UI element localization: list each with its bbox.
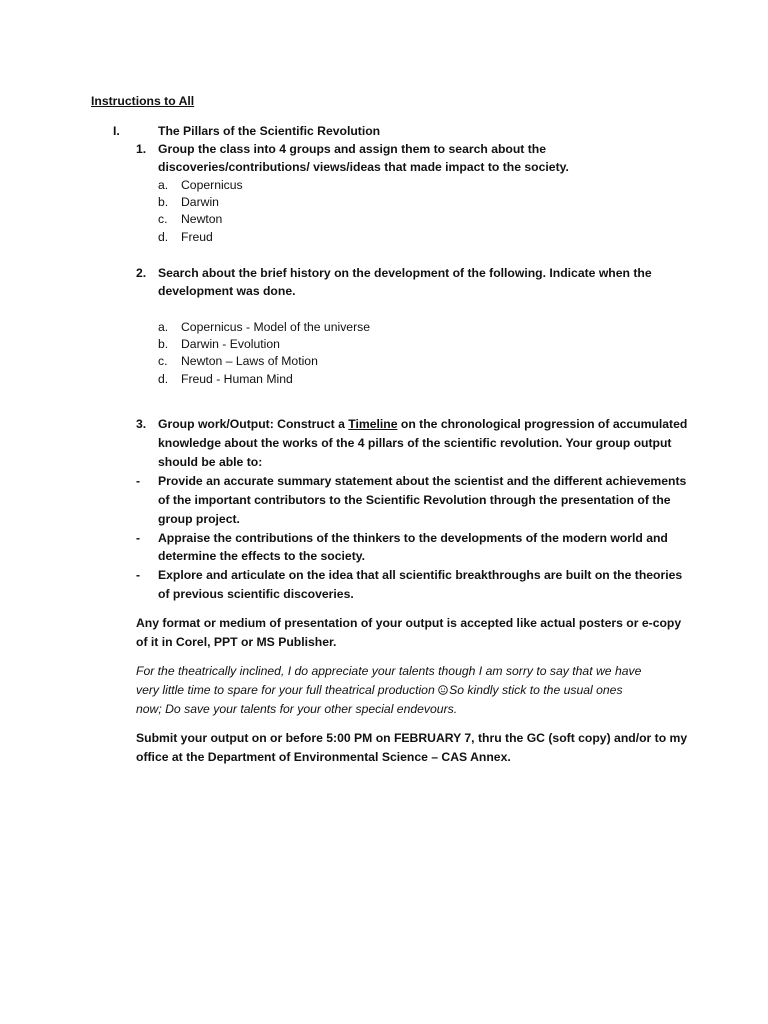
theatrical-para-line-2-text-a: very little time to spare for your full theatrical production [136, 683, 439, 697]
bullet-1-line-3: group project. [158, 512, 240, 526]
item-2-sub-d-letter: d. [158, 372, 169, 386]
item-3-number: 3. [136, 417, 147, 431]
item-3-text-a: Construct a [273, 417, 349, 431]
item-2-line-1: Search about the brief history on the development of the following. Indicate when the [158, 266, 652, 280]
item-2-sub-a-text: Copernicus - Model of the universe [181, 320, 371, 334]
item-1-sub-b-letter: b. [158, 195, 169, 209]
submit-para-line-2: office at the Department of Environmental Science – CAS Annex. [136, 750, 511, 764]
submit-pre: Submit your output on or before [136, 731, 327, 745]
section-heading: The Pillars of the Scientific Revolution [158, 124, 381, 138]
item-1-sub-d-text: Freud [181, 230, 213, 244]
document-title: Instructions to All [91, 94, 195, 108]
bullet-1-dash: - [136, 474, 141, 488]
item-3-line-1 [158, 415, 687, 433]
item-3-line-2-text: knowledge about the works of the 4 pillars of the scientific revolution. Your [158, 436, 596, 450]
item-1-line-2: discoveries/contributions/ views/ideas that made impact to the society. [158, 160, 569, 174]
bullet-2-line-1: Appraise the contributions of the thinkers to the developments of the modern world and [158, 531, 668, 545]
bullet-3-line-1: Explore and articulate on the idea that all scientific breakthroughs are built on the theories [158, 568, 683, 582]
theatrical-para-line-1: For the theatrically inclined, I do appreciate your talents though I am sorry to say that we have [136, 664, 642, 678]
theatrical-para-line-3: now; Do save your talents for your other special endevours. [136, 702, 458, 716]
submit-deadline: 5:00 PM on FEBRUARY 7, [326, 731, 475, 745]
theatrical-para-line-2-text-b: So kindly stick to the usual ones [449, 683, 623, 697]
item-3-line-2 [158, 434, 672, 452]
format-para-line-1: Any format or medium of presentation of your output is accepted like actual posters or e-copy [136, 616, 682, 630]
item-2-sub-a-letter: a. [158, 320, 169, 334]
item-2-sub-b-letter: b. [158, 337, 169, 351]
bullet-2-dash: - [136, 531, 141, 545]
group-work-label: Group work/Output: [158, 417, 274, 431]
submit-para-line-1 [136, 729, 687, 747]
item-1-sub-c-letter: c. [158, 212, 168, 226]
item-1-line-1: Group the class into 4 groups and assign them to search about the [158, 142, 547, 156]
item-2-sub-d-text: Freud - Human Mind [181, 372, 293, 386]
item-1-sub-a-letter: a. [158, 178, 169, 192]
item-1-number: 1. [136, 142, 147, 156]
item-1-sub-d-letter: d. [158, 230, 169, 244]
item-3-text-b: on the chronological progression of accumulated [397, 417, 688, 431]
item-2-sub-c-letter: c. [158, 354, 168, 368]
item-3-line-3: should be able to: [158, 455, 263, 469]
bullet-1-line-2: of the important contributors to the Scientific Revolution through the presentation of the [158, 493, 671, 507]
item-2-sub-b-text: Darwin - Evolution [181, 337, 280, 351]
bullet-1-line-1: Provide an accurate summary statement about the scientist and the different achievements [158, 474, 687, 488]
item-2-line-2: development was done. [158, 284, 296, 298]
item-2-sub-c-text: Newton – Laws of Motion [181, 354, 318, 368]
bullet-3-dash: - [136, 568, 141, 582]
item-1-sub-b-text: Darwin [181, 195, 219, 209]
item-2-number: 2. [136, 266, 147, 280]
submit-post: thru the GC (soft copy) and/or to my [474, 731, 688, 745]
group-output-term: group output [595, 436, 672, 450]
smiley-icon [438, 685, 448, 695]
bullet-3-line-2: of previous scientific discoveries. [158, 587, 354, 601]
bullet-2-line-2: determine the effects to the society. [158, 549, 366, 563]
theatrical-para-line-2 [136, 681, 623, 699]
item-1-sub-a-text: Copernicus [181, 178, 243, 192]
item-1-sub-c-text: Newton [181, 212, 223, 226]
section-numeral: I. [113, 124, 120, 138]
timeline-term: Timeline [348, 417, 398, 431]
format-para-line-2: of it in Corel, PPT or MS Publisher. [136, 635, 337, 649]
